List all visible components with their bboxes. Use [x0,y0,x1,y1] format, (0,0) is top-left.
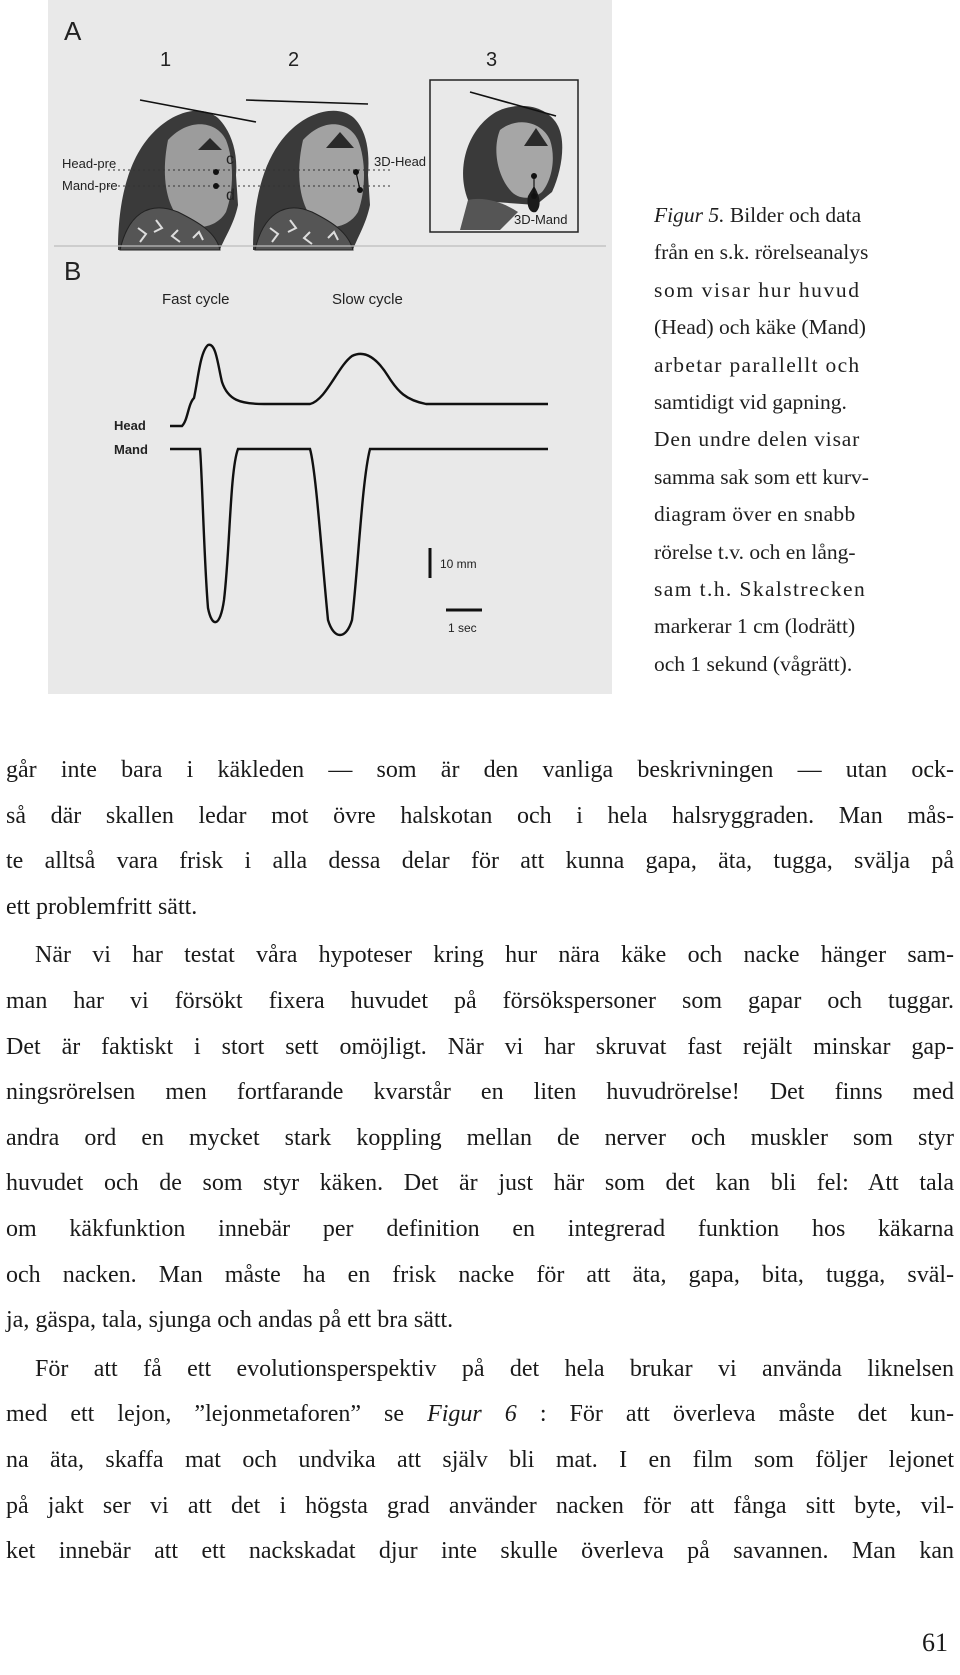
caption-lead: Figur 5. [654,203,725,227]
body-line: För att få ett evolutionsperspektiv på det hela brukar vi använda liknelsen [35,1355,954,1382]
label-scale-mm: 10 mm [440,557,477,571]
body-line-with-reference [6,1392,954,1438]
label-point-d: d [226,187,235,204]
caption-line: (Head) och käke (Mand) [654,315,866,340]
label-scale-sec: 1 sec [448,621,477,635]
label-slow-cycle: Slow cycle [332,291,403,308]
caption-text: Bilder och data [729,203,862,227]
label-fast-cycle: Fast cycle [162,291,230,308]
figure-caption [654,197,916,683]
body-text-span: med ett lejon, ”lejonmetaforen” se [6,1401,428,1428]
label-3d-head: 3D-Head [374,154,427,169]
body-line: na äta, skaffa mat och undvika att själv bli mat. I en film som följer lejonet [6,1446,954,1473]
label-head-pre: Head-pre [62,156,117,171]
panel-a-label: A [64,16,82,46]
caption-line: diagram över en snabb [654,502,856,527]
body-line: andra ord en mycket stark koppling mellan de nerver och muskler som styr [6,1124,954,1151]
panel-b-label: B [64,256,82,286]
body-line: så där skallen ledar mot övre halskotan och i hela halsryggraden. Man mås- [6,802,954,829]
caption-line: Den undre delen visar [654,427,861,452]
caption-line-1 [654,197,916,234]
caption-line: från en s.k. rörelseanalys [654,240,869,265]
body-line: på jakt ser vi att det i högsta grad använder nacken för att fånga sitt byte, vil- [6,1492,954,1519]
photo-number-1: 1 [160,49,172,71]
page-number: 61 [922,1628,948,1657]
figure-5 [48,0,612,694]
body-line: När vi har testat våra hypoteser kring hur nära käke och nacke hänger sam- [35,942,954,969]
body-text-span: : För att överleva måste det kun- [516,1401,955,1428]
body-line: ket innebär att ett nackskadat djur inte skulle överleva på savannen. Man kan [6,1538,954,1565]
caption-line: sam t.h. Skalstrecken [654,577,867,602]
body-line: ett problemfritt sätt. [6,893,198,920]
body-line: går inte bara i käkleden — som är den vanliga beskrivningen — utan ock- [6,757,954,783]
caption-line: arbetar parallellt och [654,352,861,377]
caption-line: som visar hur huvud [654,277,861,302]
label-3d-mand: 3D-Mand [514,212,568,227]
label-point-c: c [226,151,234,168]
caption-line: samtidigt vid gapning. [654,390,847,415]
caption-line: och 1 sekund (vågrätt). [654,651,853,676]
body-line: och nacken. Man måste ha en frisk nacke för att äta, gapa, bita, tugga, sväl- [6,1261,954,1288]
photo-number-2: 2 [288,49,300,71]
label-mand-pre: Mand-pre [62,178,118,193]
figure-6-reference: Figur 6 [427,1401,517,1428]
body-line: om käkfunktion innebär per definition en integrerad funktion hos käkarna [6,1215,954,1242]
caption-line: rörelse t.v. och en lång- [654,539,856,564]
body-line: ningsrörelsen men fortfarande kvarstår en liten huvudrörelse! Det finns med [6,1079,954,1106]
label-mand-trace: Mand [114,442,148,457]
body-line: huvudet och de som styr käken. Det är just här som det kan bli fel: Att tala [6,1170,954,1197]
label-head-trace: Head [114,418,146,433]
photo-number-3: 3 [486,49,498,71]
body-line: ja, gäspa, tala, sjunga och andas på ett bra sätt. [6,1307,454,1334]
body-line: Det är faktiskt i stort sett omöjligt. När vi har skruvat fast rejält minskar gap- [6,1033,954,1060]
caption-line: markerar 1 cm (lodrätt) [654,614,856,639]
body-line: te alltså vara frisk i alla dessa delar för att kunna gapa, äta, tugga, svälja på [6,848,954,875]
figure-graphic [48,0,612,694]
caption-line: samma sak som ett kurv- [654,464,869,489]
figure-background [48,0,612,694]
body-text [6,748,954,1575]
body-line: man har vi försökt fixera huvudet på försökspersoner som gapar och tuggar. [6,987,954,1014]
